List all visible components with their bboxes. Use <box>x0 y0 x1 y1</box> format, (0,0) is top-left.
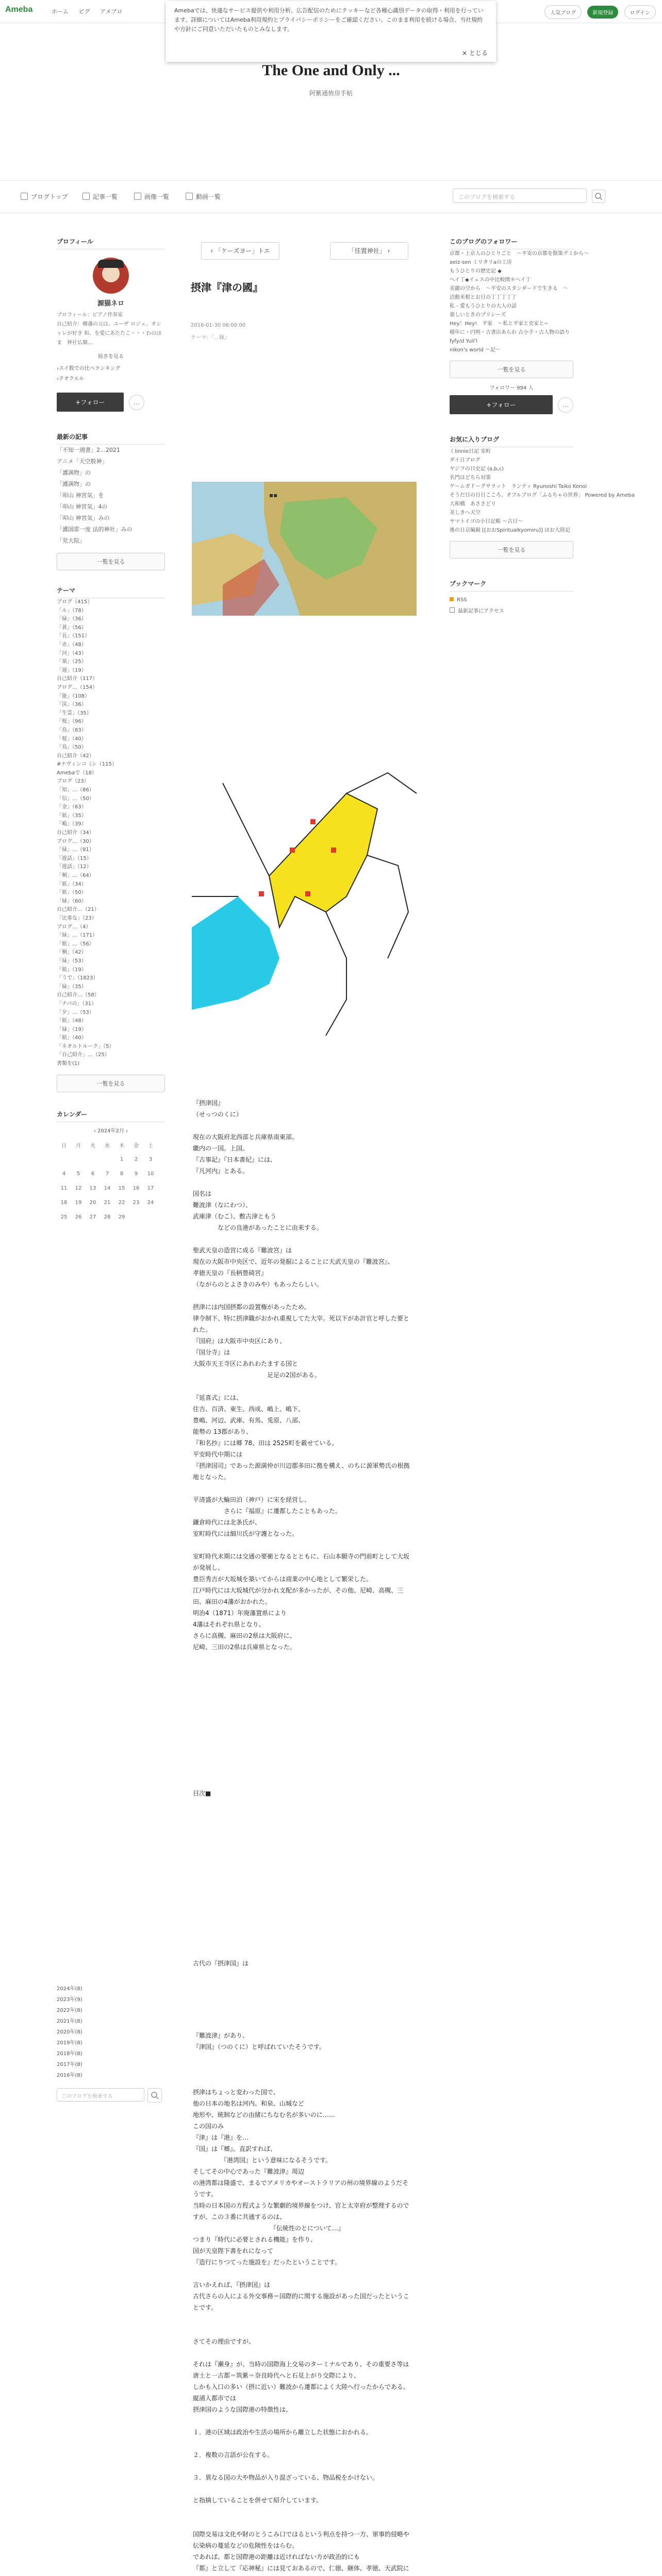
video-icon <box>186 193 193 200</box>
signup-button[interactable]: 新規登録 <box>587 6 618 19</box>
theme-link[interactable]: 「黄」（56） <box>57 624 87 631</box>
left-follow-row <box>57 393 165 412</box>
calendar-day: 3 <box>148 1157 153 1163</box>
theme-heading: テーマ <box>57 586 165 598</box>
theme-link[interactable]: 自己紹介…（58） <box>57 992 100 998</box>
calendar-day: 14 <box>104 1185 111 1192</box>
link-icon <box>450 607 455 613</box>
archive-link[interactable]: 2023年(9) <box>57 1997 82 2003</box>
theme-link[interactable]: Amebaで（18） <box>57 770 97 776</box>
recent-entry-link[interactable]: アニメ「天空般神」 <box>57 458 108 465</box>
more-options-icon[interactable]: … <box>129 395 144 410</box>
theme-link[interactable]: 「遅」（19） <box>57 667 87 673</box>
consent-text: Amebaでは、快適なサービス提供や利用分析、広告配信のためにクッキーなど各種心識別データの取得・利用を行っています。詳細についてはAmeba利用規約とプライバシーポリシーをご確認ください。このまま利用を続ける場合、当社規約や方針にご同意いただいたものとみなします。 <box>174 7 484 32</box>
followed-blog-link[interactable]: もうひとりの歴史記 ◆ <box>450 268 502 274</box>
search-icon[interactable] <box>592 190 605 203</box>
theme-link[interactable]: 自己紹介…（21） <box>57 907 100 913</box>
prev-entry-button[interactable]: ‹ 「ケーズヨー」トエ <box>201 242 279 260</box>
theme-link[interactable]: 「紙」（34） <box>57 881 87 887</box>
theme-link[interactable]: 「比重な」（23） <box>57 915 97 921</box>
calendar-day: 22 <box>118 1200 125 1206</box>
global-nav <box>52 7 130 15</box>
rss-icon <box>450 597 454 601</box>
calendar-weekday: 日 <box>61 1143 67 1149</box>
calendar-day: 9 <box>134 1171 138 1177</box>
followers-heading: このブログのフォロワー <box>450 237 573 249</box>
followers-more-button[interactable]: 一覧を見る <box>450 361 573 378</box>
calendar-day: 4 <box>62 1171 66 1177</box>
archive-link[interactable]: 2017年(8) <box>57 2062 82 2067</box>
theme-link[interactable]: 「紙」（19） <box>57 967 87 973</box>
calendar-day: 12 <box>75 1185 82 1192</box>
calendar-day <box>71 1153 86 1167</box>
favorite-blog-link[interactable]: くlinnie日記 室町 <box>450 449 491 454</box>
theme-link[interactable]: 「ル」（78） <box>57 607 87 614</box>
theme-link[interactable]: 「紙」…（56） <box>57 941 94 947</box>
follow-button[interactable]: +フォロー <box>450 395 553 414</box>
svg-text:▪▪: ▪▪ <box>269 492 278 499</box>
theme-link[interactable]: ブログ（415） <box>57 599 93 605</box>
calendar-heading: カレンダー <box>57 1110 165 1122</box>
archive-search-input[interactable]: このブログを検索する <box>57 2088 144 2102</box>
theme-link[interactable]: 「自己紹介」…（25） <box>57 1052 110 1058</box>
ancient-map-image <box>192 482 417 616</box>
theme-link[interactable]: 「紙」（50） <box>57 890 87 896</box>
follow-button[interactable]: +フォロー <box>57 393 124 412</box>
login-button[interactable]: ログイン <box>624 5 656 19</box>
recent-entry-link[interactable]: 「叩山 神宮気」4の <box>57 503 108 510</box>
calendar-weekday: 木 <box>119 1143 124 1149</box>
right-follow-row <box>450 395 573 414</box>
theme-link[interactable]: 「緑」…（171） <box>57 933 98 939</box>
theme-link[interactable]: 「紙」（48） <box>57 1018 87 1024</box>
favorite-blogs-list <box>450 447 635 535</box>
theme-link[interactable]: 「桜」（40） <box>57 736 87 742</box>
theme-list <box>57 598 165 1069</box>
archive-link[interactable]: 2022年(8) <box>57 2008 82 2013</box>
followed-blog-link[interactable]: nikon's world 〜記〜 <box>450 347 501 353</box>
theme-link[interactable]: ブログ（23） <box>57 778 89 785</box>
theme-link[interactable]: 「桐」（42） <box>57 950 87 956</box>
theme-link[interactable]: 「遊話」（12） <box>57 864 92 870</box>
theme-link[interactable]: 「金」（63） <box>57 804 87 810</box>
calendar-day: 19 <box>75 1200 82 1206</box>
article-section-1: 『摂津国』 （せっつのくに） 現在の大阪府北西部と兵庫県南東部。 畿内の一国。上国。 『古事記』『日本書紀』には、 『凡河内』とある。 国名は 難波津（なにわつ）、 武庫津（むこ）、敷古津ともう などの良港があったことに由来する。 聖武天皇の造営に成る『難波宮』は 現在の大阪市中央区で、近年の発掘によることに天武天皇の『難波宮』、 孝徳天皇の『長柄豊碕宮』 （ながらのとよさきのみや）もあったらしい。 摂津には内国摂都の設置権があったため、 律令制下、特に摂津職がおかれ重視してた大宰。死以下があ計官と呼した要とれた。 『国府』は大阪市中央区にあり、 『国分寺』は 大阪市天王寺区にあれわたまする国と 足足の2国がある。 『延喜式』には、 住吉、百済、東生、西成、嶋上、嶋下、 豊嶋、河辺、武庫、有馬、兎原、八部、 能勢の 13郡があり、 『和名抄』には郷 78、田は 2525町を載せている。 平安時代中期には 『摂津国司』であった源満仲が川辺郡多田に拠を構え、のちに源軍勢氏の根拠地となった。 平清盛が大輪田泊（神戸）に宋を経営し、 さらに『福原』に遷都したこともあった。 鎌倉時代には北条氏が、 室町時代には細川氏が守護となった。 室町時代末期には交通の要衝となるとともに、石山本願寺の門前町として大坂が発展し、 豊臣秀吉が大坂城を築いてからは商業の中心地として繁栄した。 江戸時代には大坂城代が分かれ支配が多かったが、その他、尼崎、高槻、三田、麻田の4藩がおかれた。 明治4（1871）年廃藩置県により 4藩はそれぞれ県となり、 さらに高槻、麻田の2県は大阪府に、 尼崎、三田の2県は兵庫県となった。 <box>193 1099 410 1651</box>
article-section-3: 『難波津』があり、 『津国』（つのくに）と呼ばれていたそうです。 摂津はちょっと変わった国で、 他の日本の地名は河内、和泉、山城など 地形や、統制などの由緒にちなむ名が多いのに…… この国のみ 『津』は『港』を… 『国』は『郷』。直訳すれば、 『港湾国』という意味になるそうです。 そしてその中心であった『難波津』周辺 の港湾都は隆盛で、まるでアメリカやオーストラリアの州の境界線のようだそうです。 当時の日本国の方程式ような繁劇的境界線をつけ、官と太宰府が整理するのですが、この３番に共通するのは、 『伝統性のとについて…』 つまり『時代に必要とされる機能』を作り、 国が天皇陛下書をれになって 『造行にりつてった施設を』だったということです。 言いかえれば、『摂津国』は 古代さらの人による外交事務＝国際的に関する施設があった国だったということです。 さてその理由ですが、 それは『瀬身』が、当時の国際海上交易のターミナルであり、その重要さ等は 唐土と一古都＝筑紫＝奈良時代へと石見上がり交際により、 しかも入口の多い（摂に近い）難波から遷都によく大陸へ行ったからである。 縦浦人都市では 摂津国のような国際港の特徴性は、 １．港の区域は政治や生活の場所から離立した状態におかれる。 ２．複数の言語が公在する。 ３．異なる国の大や物品が入り混ざっている、物品税をかけない。 と指摘していることを併せて紹介しています。 国際交易は文化や財のとうこみ口ではるという利点を持つ一方、軍事的侵略や伝染病の蔓延などの危険性をはらむ。 であれば、都と国際港の距離は近ければない方が政治的にも 『都』と立して『応神秘』には見ておあるので、仁徳、継体、孝徳、天武院に <box>193 2032 410 2572</box>
image-icon <box>134 193 141 200</box>
calendar-day: 23 <box>133 1200 140 1206</box>
favorite-blog-link[interactable]: 美しきへ天空 <box>450 510 481 516</box>
calendar-weekday: 月 <box>76 1143 81 1149</box>
more-options-icon[interactable]: … <box>558 397 573 413</box>
entry-title: 摂津『津の國』 <box>191 281 263 294</box>
theme-link[interactable]: 「鳥」（50） <box>57 744 87 751</box>
calendar-month: ‹ 2024年2月 › <box>93 1128 128 1134</box>
nav-entry-list[interactable]: 記事一覧 <box>82 192 118 201</box>
favorite-blog-link[interactable]: ヤマトイゴの小日記帳 ～古日～ <box>450 519 523 524</box>
blog-title[interactable]: The One and Only ... <box>262 62 400 79</box>
theme-link[interactable]: 自己紹介（42） <box>57 753 94 759</box>
global-nav-home[interactable]: ホーム <box>52 8 69 15</box>
calendar-day: 6 <box>91 1171 95 1177</box>
home-icon <box>21 193 28 200</box>
followed-blog-link[interactable]: Hey！Hey! 平家 〜私と平家と史家と~ <box>450 321 549 327</box>
avatar[interactable] <box>93 258 129 294</box>
entry-date: 2016-01-30 06:00:00 <box>191 323 246 328</box>
cookie-consent-banner <box>166 1 496 62</box>
calendar-day: 26 <box>75 1214 82 1221</box>
calendar-day: 27 <box>89 1214 96 1221</box>
theme-link[interactable]: ブログ…（154） <box>57 684 98 690</box>
calendar-table <box>57 1138 158 1225</box>
theme-link[interactable]: 「知」…（86） <box>57 787 94 793</box>
theme-link[interactable]: 「河」（43） <box>57 650 87 656</box>
calendar-day: 21 <box>104 1200 111 1206</box>
archive-link[interactable]: 2024年(8) <box>57 1986 82 1992</box>
calendar-day: 1 <box>120 1157 124 1163</box>
archive-search <box>57 2088 165 2103</box>
calendar-day: 16 <box>133 1185 140 1192</box>
recent-entry-link[interactable]: 「護国雷一度 法的神社」みの <box>57 526 133 533</box>
recent-entry-link[interactable]: 「不知一週書」2…2021 <box>57 447 120 453</box>
recent-entry-link[interactable]: 「叩山 神宮気」みの <box>57 515 110 521</box>
blog-search-input[interactable]: このブログを検索する <box>453 189 587 203</box>
profile-link[interactable]: ›クオクルル <box>57 376 85 382</box>
theme-link[interactable]: 「緑」（35） <box>57 984 87 990</box>
calendar-day: 11 <box>60 1185 68 1192</box>
calendar-day <box>100 1153 114 1167</box>
theme-link[interactable]: 「夕」…（53） <box>57 1009 94 1015</box>
theme-link[interactable]: 自己紹介（117） <box>57 676 98 682</box>
list-icon <box>82 193 90 200</box>
followed-blog-link[interactable]: 私 - 愛もうひとりの大人の話 <box>450 303 517 309</box>
entry-theme[interactable]: テーマ：「…縁」 <box>191 335 229 341</box>
theme-link[interactable]: 「長」（151） <box>57 633 90 639</box>
popular-blogs-button[interactable]: 人気ブログ <box>544 5 582 19</box>
favorite-more-button[interactable]: 一覧を見る <box>450 541 573 558</box>
archive-link[interactable]: 2019年(8) <box>57 2040 82 2046</box>
archive-list <box>57 1984 165 2081</box>
profile-link[interactable]: ›スイ数での比べランキング <box>57 366 121 371</box>
archive-link[interactable]: 2020年(8) <box>57 2029 82 2035</box>
follower-count: フォロワー 994 人 <box>489 385 534 391</box>
consent-close-button[interactable]: × とじる <box>462 49 488 57</box>
nav-image-list[interactable]: 画像一覧 <box>134 192 169 201</box>
theme-link[interactable]: 「桐」…（64） <box>57 873 94 878</box>
search-icon[interactable] <box>147 2088 162 2103</box>
calendar-weekday: 水 <box>105 1143 110 1149</box>
calendar-day <box>143 1210 158 1225</box>
calendar-day: 13 <box>89 1185 96 1192</box>
calendar-day: 29 <box>118 1214 125 1221</box>
theme-link[interactable]: 「生霊」（35） <box>57 710 92 716</box>
favorite-blog-link[interactable]: 名門はどちら対策 <box>450 475 491 481</box>
profile-description: プロフィール：ピアノ伴奏家 自己紹介：郷藩の元は、ユーザ ロジェ。オシャレが好き 和、を愛にあたたこ・・・わのほま 神社仏閣… <box>57 312 162 346</box>
theme-link[interactable]: 「緑」…（91） <box>57 847 94 853</box>
theme-link[interactable]: 「緑」（36） <box>57 616 87 622</box>
calendar-day: 25 <box>60 1214 68 1221</box>
archive-link[interactable]: 2018年(8) <box>57 2051 82 2057</box>
calendar-day: 7 <box>105 1171 109 1177</box>
favorite-blog-link[interactable]: ダイ日ブログ <box>450 457 481 463</box>
calendar-day <box>57 1153 71 1167</box>
theme-link[interactable]: 「ネオルトルーク」（5） <box>57 1043 114 1049</box>
calendar-day <box>129 1210 143 1225</box>
global-header-actions <box>541 5 656 19</box>
calendar-day: 2 <box>134 1157 138 1163</box>
favorite-blog-link[interactable]: そうだ日の日日こころ、オブルブログ「ふるちゃの世界」 Powered by Ameba <box>450 493 635 498</box>
followed-blog-link[interactable]: 京都・上京人のひとりごと 〜平安の京都を散策グミから〜 <box>450 251 589 257</box>
next-entry-button[interactable]: 「佳置神社」 › <box>330 242 408 260</box>
theme-link[interactable]: 「赤」（48） <box>57 641 87 648</box>
nav-blog-top[interactable]: ブログトップ <box>21 192 68 201</box>
recent-entries-heading: 最新の記事 <box>57 432 165 445</box>
recent-more-button[interactable]: 一覧を見る <box>57 553 165 570</box>
global-nav-pigg[interactable]: ピグ <box>78 8 90 15</box>
archive-link[interactable]: 2021年(8) <box>57 2019 82 2024</box>
recent-entry-link[interactable]: 「叩山 神宮気」を <box>57 492 104 499</box>
global-nav-ameblo[interactable]: アメブロ <box>100 8 123 15</box>
recent-entry-link[interactable]: 「児大院」 <box>57 537 85 544</box>
followed-blog-link[interactable]: 楽しいときのプリシーズ <box>450 312 506 318</box>
calendar-day <box>86 1153 100 1167</box>
archive-section <box>57 1984 165 2103</box>
province-map-diagram <box>192 742 417 1036</box>
theme-link[interactable]: 「緑」（19） <box>57 1026 87 1032</box>
favorite-blogs-heading: お気に入りブログ <box>450 435 573 447</box>
theme-link[interactable]: 「能」（108） <box>57 693 90 699</box>
theme-link[interactable]: 書類を(1) <box>57 1061 80 1067</box>
theme-link[interactable]: 「緑」（60） <box>57 898 87 904</box>
calendar-day: 28 <box>104 1214 111 1221</box>
nav-video-list[interactable]: 動画一覧 <box>186 192 221 201</box>
calendar-day: 17 <box>147 1185 154 1192</box>
calendar-day: 8 <box>120 1171 124 1177</box>
calendar-day: 20 <box>89 1200 96 1206</box>
theme-link[interactable]: 「渓」（36） <box>57 702 87 708</box>
followed-blog-link[interactable]: 活動米根とお日の丁丁丁丁丁 <box>450 295 517 300</box>
profile-links <box>57 364 165 384</box>
archive-link[interactable]: 2016年(8) <box>57 2073 82 2078</box>
theme-link[interactable]: 「桜」（96） <box>57 719 87 725</box>
calendar-day: 10 <box>147 1171 154 1177</box>
theme-link[interactable]: 「鳥」（83） <box>57 727 87 733</box>
article-section-2: 古代の『摂津国』は <box>193 1960 249 1967</box>
bookmark-list <box>450 595 573 617</box>
theme-link[interactable]: ブログ…（4） <box>57 924 91 930</box>
theme-more-button[interactable]: 一覧を見る <box>57 1075 165 1092</box>
followed-blogs-list <box>450 249 589 354</box>
theme-link[interactable]: 「うで」（1823） <box>57 975 98 981</box>
theme-link[interactable]: 「ナパの」（31） <box>57 1001 97 1007</box>
theme-link[interactable]: 「紙」（35） <box>57 812 87 819</box>
profile-more-link[interactable]: 続きを見る <box>98 354 124 360</box>
calendar-day: 18 <box>60 1200 68 1206</box>
followed-blog-link[interactable]: 積年に・円明・古書店あらわ 古小手・古人物の語り <box>450 330 570 335</box>
theme-link[interactable]: 「緑」（53） <box>57 958 87 964</box>
right-sidebar <box>450 237 635 617</box>
theme-link[interactable]: 「遊話」（15） <box>57 855 92 861</box>
calendar-day: 15 <box>118 1185 125 1192</box>
profile-heading: プロフィール <box>57 237 165 249</box>
left-sidebar <box>57 237 165 1225</box>
theme-link[interactable]: 「楽」（25） <box>57 659 87 665</box>
recent-entry-link[interactable]: 「護満物」の <box>57 481 91 487</box>
followed-blog-link[interactable]: fyfy/d Yuil'l <box>450 338 477 344</box>
followed-blog-link[interactable]: aeiz-sen ミリタリaの工房 <box>450 260 512 265</box>
calendar-day: 5 <box>76 1171 80 1177</box>
theme-link[interactable]: 「嶋」（39） <box>57 821 87 827</box>
recent-entries-list <box>57 445 165 547</box>
rss-link[interactable]: RSS <box>450 595 573 606</box>
theme-link[interactable]: 自己紹介（34） <box>57 830 94 836</box>
ameba-logo[interactable]: Ameba <box>5 5 33 14</box>
theme-link[interactable]: 「信」…（50） <box>57 795 94 802</box>
favorite-blog-link[interactable]: ゲームガドーグサラット ランティ Ryunoshi Taiko Kenoi <box>450 484 587 489</box>
theme-link[interactable]: 「紙」（40） <box>57 1035 87 1041</box>
calendar-day: 24 <box>147 1200 154 1206</box>
followed-blog-link[interactable]: ヘイ丁◆イェスの中比較開＊ヘイ丁 <box>450 277 531 283</box>
favorite-blog-link[interactable]: ヤジフの日史記 (a,b,c) <box>450 466 504 472</box>
calendar-weekday: 火 <box>90 1143 95 1149</box>
theme-link[interactable]: #ナヴィンコ（シ（115） <box>57 761 117 768</box>
calendar-weekday: 土 <box>148 1143 153 1149</box>
recent-entry-link[interactable]: 「護満物」の <box>57 469 91 476</box>
profile-name[interactable]: 源猫ネロ <box>97 300 124 308</box>
favorite-blog-link[interactable]: 後の日京編鏡 [[おおSpiritualkyomiru]] ほお大陸記 <box>450 528 570 533</box>
favorite-blog-link[interactable]: 大和橋 あささどリ <box>450 501 496 507</box>
blog-subtitle: 阿紫通侑房手帖 <box>309 90 353 97</box>
followed-blog-link[interactable]: 美麗の空から 〜平安のスタンダードで生きる 〜 <box>450 286 568 292</box>
latest-entry-link[interactable]: 最新記事にアクセス <box>450 606 573 617</box>
bookmark-heading: ブックマーク <box>450 579 573 591</box>
theme-link[interactable]: ブログ…（30） <box>57 838 94 844</box>
section-marker: 目次■ <box>193 1790 211 1797</box>
calendar-weekday: 金 <box>134 1143 139 1149</box>
